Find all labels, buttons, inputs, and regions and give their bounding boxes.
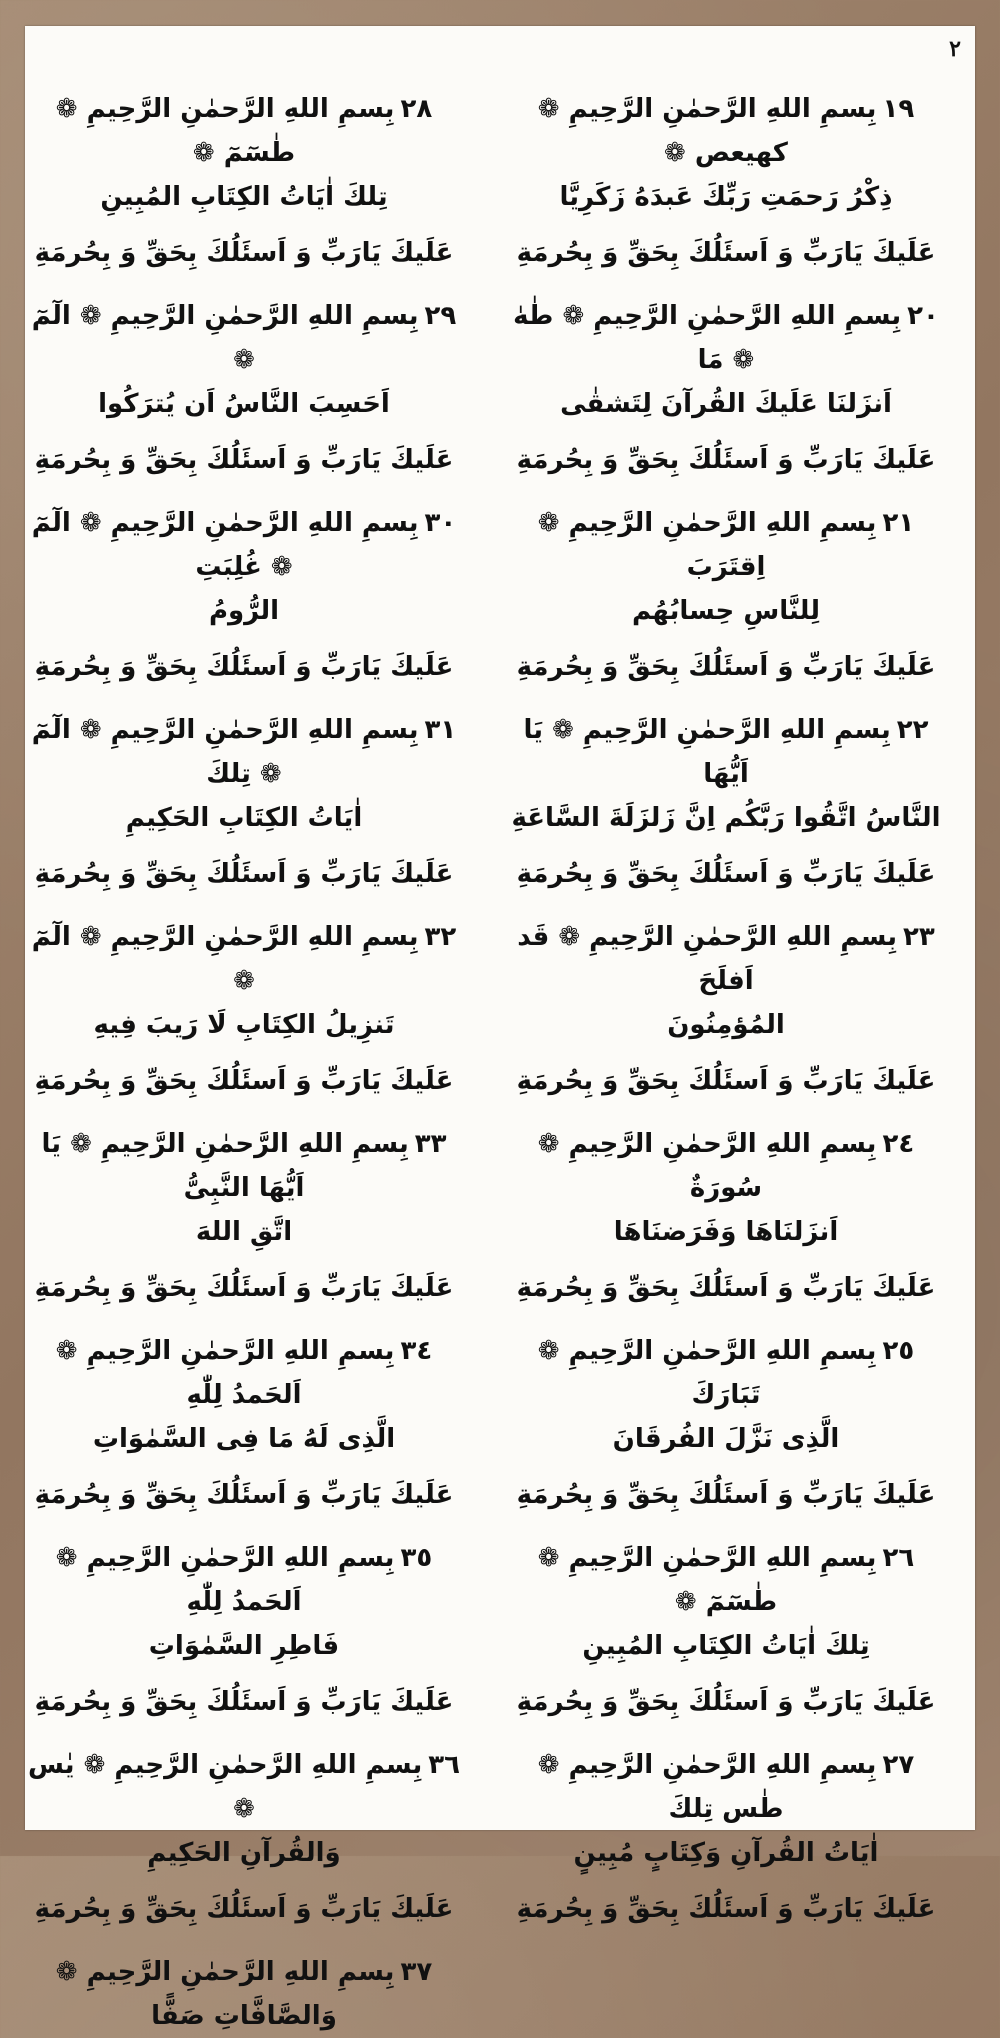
verse-line — [25, 498, 463, 633]
entry-20 — [507, 291, 945, 482]
verse-tail: فَاطِرِ السَّمٰوَاتِ — [148, 1631, 340, 1661]
verse-line — [507, 1740, 945, 1875]
entry-28 — [25, 84, 463, 275]
verse-number: ٣٧ — [400, 1957, 433, 1987]
verse-number: ١٩ — [882, 94, 915, 124]
verse-line — [25, 1119, 463, 1254]
verse-head: بِسمِ اللهِ الرَّحمٰنِ الرَّحِيمِ ❁ طٰس تِلكَ — [537, 1750, 877, 1824]
verse-line — [25, 291, 463, 426]
entry-19 — [507, 84, 945, 275]
verse-head: بِسمِ اللهِ الرَّحمٰنِ الرَّحِيمِ ❁ اَلحَمدُ لِلّٰهِ — [55, 1336, 395, 1410]
verse-tail: اَنزَلنَا عَلَيكَ القُرآنَ لِتَشقٰى — [560, 389, 892, 419]
dua-line: عَلَيكَ يَارَبِّ وَ اَسئَلُكَ بِحَقِّ وَ بِحُرمَةِ — [34, 1273, 454, 1303]
entry-36 — [25, 1740, 463, 1931]
verse-line — [507, 912, 945, 1047]
verse-number: ٢٩ — [424, 301, 457, 331]
verse-number: ٣٦ — [428, 1750, 460, 1780]
left-column — [25, 84, 463, 2038]
dua-line: عَلَيكَ يَارَبِّ وَ اَسئَلُكَ بِحَقِّ وَ بِحُرمَةِ — [34, 1687, 454, 1717]
dua-line: عَلَيكَ يَارَبِّ وَ اَسئَلُكَ بِحَقِّ وَ بِحُرمَةِ — [516, 445, 936, 475]
verse-tail: الرُّومُ — [208, 596, 280, 626]
document-page — [25, 26, 975, 2031]
verse-number: ٣١ — [424, 715, 457, 745]
verse-line — [25, 1533, 463, 1668]
verse-tail: المُؤمِنُونَ — [667, 1010, 785, 1040]
verse-tail: اتَّقِ اللهَ — [195, 1217, 293, 1247]
dua-line: عَلَيكَ يَارَبِّ وَ اَسئَلُكَ بِحَقِّ وَ بِحُرمَةِ — [34, 1066, 454, 1096]
entry-32 — [25, 912, 463, 1103]
verse-number: ٢٧ — [882, 1750, 915, 1780]
verse-line — [507, 1326, 945, 1461]
verse-tail: اَحَسِبَ النَّاسُ اَن يُترَكُوا — [98, 389, 390, 419]
verse-line — [507, 291, 945, 426]
dua-line: عَلَيكَ يَارَبِّ وَ اَسئَلُكَ بِحَقِّ وَ بِحُرمَةِ — [34, 445, 454, 475]
verse-tail: اٰيَاتُ القُرآنِ وَكِتَابٍ مُبِينٍ — [573, 1838, 879, 1868]
verse-line — [507, 84, 945, 219]
verse-line — [507, 705, 945, 840]
verse-head: بِسمِ اللهِ الرَّحمٰنِ الرَّحِيمِ ❁ طٰهٰ ❁ مَا — [513, 301, 902, 375]
entry-29 — [25, 291, 463, 482]
entry-31 — [25, 705, 463, 896]
dua-line: عَلَيكَ يَارَبِّ وَ اَسئَلُكَ بِحَقِّ وَ بِحُرمَةِ — [516, 652, 936, 682]
verse-line — [25, 705, 463, 840]
verse-head: بِسمِ اللهِ الرَّحمٰنِ الرَّحِيمِ ❁ طٰسٓمٓ ❁ — [537, 1543, 877, 1617]
entry-30 — [25, 498, 463, 689]
dua-line: عَلَيكَ يَارَبِّ وَ اَسئَلُكَ بِحَقِّ وَ بِحُرمَةِ — [34, 652, 454, 682]
dua-line: عَلَيكَ يَارَبِّ وَ اَسئَلُكَ بِحَقِّ وَ بِحُرمَةِ — [516, 1273, 936, 1303]
verse-head: بِسمِ اللهِ الرَّحمٰنِ الرَّحِيمِ ❁ طٰسٓمٓ ❁ — [55, 94, 395, 168]
verse-head: بِسمِ اللهِ الرَّحمٰنِ الرَّحِيمِ ❁ اَلحَمدُ لِلّٰهِ — [55, 1543, 395, 1617]
verse-number: ٣٠ — [424, 508, 457, 538]
entry-35 — [25, 1533, 463, 1724]
entry-24 — [507, 1119, 945, 1310]
dua-line: عَلَيكَ يَارَبِّ وَ اَسئَلُكَ بِحَقِّ وَ بِحُرمَةِ — [516, 859, 936, 889]
verse-head: بِسمِ اللهِ الرَّحمٰنِ الرَّحِيمِ ❁ وَالصَّافَّاتِ صَفًّا — [55, 1957, 395, 2031]
entry-22 — [507, 705, 945, 896]
verse-line — [25, 84, 463, 219]
verse-head: بِسمِ اللهِ الرَّحمٰنِ الرَّحِيمِ ❁ قَد اَفلَحَ — [517, 922, 897, 996]
entry-33 — [25, 1119, 463, 1310]
verse-head: بِسمِ اللهِ الرَّحمٰنِ الرَّحِيمِ ❁ يَا اَيُّهَا — [523, 715, 891, 789]
verse-head: بِسمِ اللهِ الرَّحمٰنِ الرَّحِيمِ ❁ يَا اَيُّهَا النَّبِىُّ — [41, 1129, 409, 1203]
verse-head: بِسمِ اللهِ الرَّحمٰنِ الرَّحِيمِ ❁ الٓمٓ ❁ — [31, 922, 419, 996]
dua-line: عَلَيكَ يَارَبِّ وَ اَسئَلُكَ بِحَقِّ وَ بِحُرمَةِ — [34, 859, 454, 889]
verse-number: ٣٢ — [424, 922, 457, 952]
verse-tail: اٰيَاتُ الكِتَابِ الحَكِيمِ — [125, 803, 363, 833]
dua-line: عَلَيكَ يَارَبِّ وَ اَسئَلُكَ بِحَقِّ وَ بِحُرمَةِ — [34, 1480, 454, 1510]
verse-tail: اَنزَلنَاهَا وَفَرَضنَاهَا — [613, 1217, 839, 1247]
verse-tail: لِلنَّاسِ حِسابُهُم — [632, 596, 820, 626]
dua-line: عَلَيكَ يَارَبِّ وَ اَسئَلُكَ بِحَقِّ وَ بِحُرمَةِ — [34, 238, 454, 268]
verse-head: بِسمِ اللهِ الرَّحمٰنِ الرَّحِيمِ ❁ كهيعص ❁ — [537, 94, 877, 168]
verse-head: بِسمِ اللهِ الرَّحمٰنِ الرَّحِيمِ ❁ الٓمٓ ❁ تِلكَ — [31, 715, 419, 789]
verse-number: ٣٤ — [400, 1336, 433, 1366]
verse-tail: النَّاسُ اتَّقُوا رَبَّكُم اِنَّ زَلزَلَةَ السَّاعَةِ — [511, 803, 941, 833]
dua-line: عَلَيكَ يَارَبِّ وَ اَسئَلُكَ بِحَقِّ وَ بِحُرمَةِ — [516, 1894, 936, 1924]
page-number: ٢ — [949, 36, 961, 62]
dua-line: عَلَيكَ يَارَبِّ وَ اَسئَلُكَ بِحَقِّ وَ بِحُرمَةِ — [34, 1894, 454, 1924]
verse-tail: الَّذِى نَزَّلَ الفُرقَانَ — [612, 1424, 840, 1454]
entry-37 — [25, 1947, 463, 2038]
verse-line — [25, 1326, 463, 1461]
dua-line: عَلَيكَ يَارَبِّ وَ اَسئَلُكَ بِحَقِّ وَ بِحُرمَةِ — [516, 238, 936, 268]
dua-line: عَلَيكَ يَارَبِّ وَ اَسئَلُكَ بِحَقِّ وَ بِحُرمَةِ — [516, 1687, 936, 1717]
verse-number: ٢٦ — [882, 1543, 915, 1573]
verse-tail: ذِكْرُ رَحمَتِ رَبِّكَ عَبدَهُ زَكَرِيَّا — [559, 182, 893, 212]
verse-head: بِسمِ اللهِ الرَّحمٰنِ الرَّحِيمِ ❁ يٰس ❁ — [28, 1750, 423, 1824]
verse-number: ٢٨ — [400, 94, 433, 124]
verse-tail: وَالقُرآنِ الحَكِيمِ — [147, 1838, 341, 1868]
verse-number: ٣٣ — [414, 1129, 447, 1159]
verse-number: ٢٥ — [882, 1336, 915, 1366]
entry-25 — [507, 1326, 945, 1517]
entry-34 — [25, 1326, 463, 1517]
entry-26 — [507, 1533, 945, 1724]
verse-line — [507, 498, 945, 633]
verse-head: بِسمِ اللهِ الرَّحمٰنِ الرَّحِيمِ ❁ تَبَارَكَ — [537, 1336, 877, 1410]
entry-21 — [507, 498, 945, 689]
entry-23 — [507, 912, 945, 1103]
verse-number: ٢٢ — [896, 715, 929, 745]
verse-line — [25, 1740, 463, 1875]
verse-number: ٢٤ — [882, 1129, 915, 1159]
verse-line — [25, 1947, 463, 2038]
verse-number: ٢٣ — [903, 922, 935, 952]
verse-tail: تِلكَ اٰيَاتُ الكِتَابِ المُبِينِ — [100, 182, 388, 212]
verse-tail: الَّذِى لَهُ مَا فِى السَّمٰوَاتِ — [92, 1424, 396, 1454]
verse-head: بِسمِ اللهِ الرَّحمٰنِ الرَّحِيمِ ❁ اِقتَرَبَ — [537, 508, 877, 582]
verse-head: بِسمِ اللهِ الرَّحمٰنِ الرَّحِيمِ ❁ الٓمٓ ❁ — [31, 301, 419, 375]
verse-number: ٣٥ — [400, 1543, 433, 1573]
verse-tail: تِلكَ اٰيَاتُ الكِتَابِ المُبِينِ — [582, 1631, 870, 1661]
verse-line — [25, 912, 463, 1047]
dua-line: عَلَيكَ يَارَبِّ وَ اَسئَلُكَ بِحَقِّ وَ بِحُرمَةِ — [516, 1480, 936, 1510]
verse-number: ٢٠ — [907, 301, 939, 331]
verse-head: بِسمِ اللهِ الرَّحمٰنِ الرَّحِيمِ ❁ سُورَةٌ — [537, 1129, 877, 1203]
dua-line: عَلَيكَ يَارَبِّ وَ اَسئَلُكَ بِحَقِّ وَ بِحُرمَةِ — [516, 1066, 936, 1096]
entry-27 — [507, 1740, 945, 1931]
verse-line — [507, 1533, 945, 1668]
verse-line — [507, 1119, 945, 1254]
verse-tail: تَنزِيلُ الكِتَابِ لَا رَيبَ فِيهِ — [93, 1010, 395, 1040]
verse-number: ٢١ — [882, 508, 915, 538]
verse-head: بِسمِ اللهِ الرَّحمٰنِ الرَّحِيمِ ❁ الٓمٓ ❁ غُلِبَتِ — [31, 508, 419, 582]
right-column — [507, 84, 945, 1947]
